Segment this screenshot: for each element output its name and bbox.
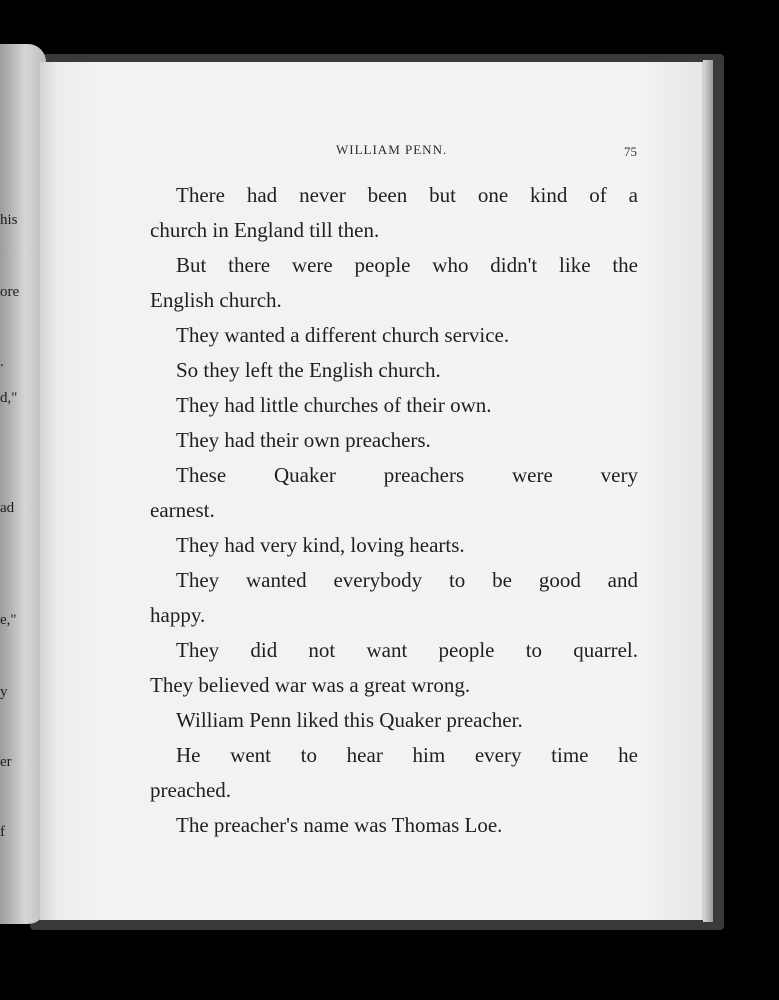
text-line: They wanted a different church service. — [176, 323, 510, 347]
text-line: The preacher's name was Thomas Loe. — [176, 813, 503, 837]
left-page-fragment: d," — [0, 390, 18, 406]
paragraph — [150, 353, 638, 388]
paragraph — [150, 633, 638, 703]
left-page-fragment: f — [0, 824, 5, 840]
running-head: WILLIAM PENN. — [336, 142, 448, 157]
text-line: These Quaker preachers were very — [176, 463, 638, 487]
text-line: preached. — [150, 778, 232, 802]
paragraph — [150, 318, 638, 353]
paragraph — [150, 458, 638, 528]
paragraph — [150, 388, 638, 423]
paragraph — [150, 703, 638, 738]
text-line: So they left the English church. — [176, 358, 441, 382]
text-line: church in England till then. — [150, 218, 380, 242]
text-line: William Penn liked this Quaker preacher. — [176, 708, 523, 732]
right-page — [40, 62, 704, 920]
text-line: They wanted everybody to be good and — [176, 568, 638, 592]
text-line: English church. — [150, 288, 282, 312]
paragraph — [150, 528, 638, 563]
left-page-fragment: e," — [0, 612, 17, 628]
left-page-fragment: ad — [0, 500, 15, 516]
paragraph — [150, 248, 638, 318]
left-page-fragment: er — [0, 754, 12, 770]
text-line: They did not want people to quarrel. — [176, 638, 638, 662]
left-page-fragment: ore — [0, 284, 20, 300]
paragraph — [150, 563, 638, 633]
paragraph — [150, 808, 638, 843]
text-line: They had very kind, loving hearts. — [176, 533, 465, 557]
text-line: They believed war was a great wrong. — [150, 673, 471, 697]
page-edge — [703, 60, 713, 922]
left-page-fragment: y — [0, 684, 8, 700]
text-line: He went to hear him every time he — [176, 743, 638, 767]
paragraph — [150, 738, 638, 808]
text-line: earnest. — [150, 498, 215, 522]
text-line: There had never been but one kind of a — [176, 183, 638, 207]
left-page-fragment: . — [0, 354, 4, 370]
page-number: 75 — [624, 144, 637, 159]
text-line: happy. — [150, 603, 206, 627]
text-line: But there were people who didn't like the — [176, 253, 638, 277]
text-line: They had little churches of their own. — [176, 393, 492, 417]
paragraph — [150, 178, 638, 248]
body-text — [150, 178, 638, 843]
text-line: They had their own preachers. — [176, 428, 431, 452]
paragraph — [150, 423, 638, 458]
left-page-fragment: his — [0, 212, 18, 228]
